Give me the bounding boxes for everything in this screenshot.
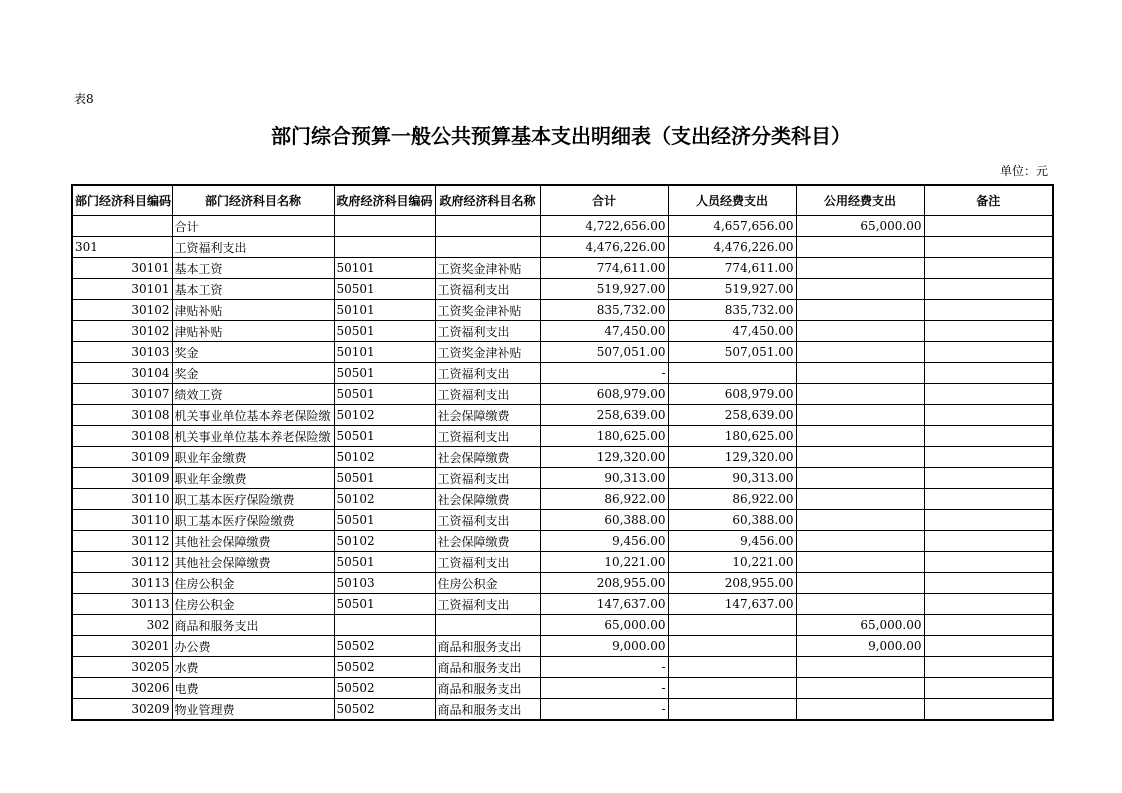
dept-name-cell: 机关事业单位基本养老保险缴 — [172, 426, 334, 447]
total-cell: 129,320.00 — [540, 447, 668, 468]
dept-name-cell: 基本工资 — [172, 279, 334, 300]
dept-code-cell: 30101 — [72, 279, 172, 300]
dept-name-cell: 基本工资 — [172, 258, 334, 279]
total-cell: - — [540, 363, 668, 384]
table-row — [72, 468, 1053, 489]
gov-name-cell: 住房公积金 — [435, 573, 540, 594]
total-cell: 4,476,226.00 — [540, 237, 668, 258]
personnel-cell: 180,625.00 — [668, 426, 796, 447]
dept-name-cell: 奖金 — [172, 363, 334, 384]
note-cell — [924, 678, 1053, 699]
public-cell — [796, 363, 924, 384]
total-cell: - — [540, 657, 668, 678]
personnel-cell: 9,456.00 — [668, 531, 796, 552]
personnel-cell: 835,732.00 — [668, 300, 796, 321]
personnel-cell: 608,979.00 — [668, 384, 796, 405]
note-cell — [924, 237, 1053, 258]
gov-code-cell: 50502 — [334, 636, 435, 657]
total-cell: - — [540, 678, 668, 699]
gov-code-cell — [334, 216, 435, 237]
personnel-cell — [668, 615, 796, 636]
dept-code-cell: 30107 — [72, 384, 172, 405]
column-header: 备注 — [924, 185, 1053, 216]
table-row — [72, 657, 1053, 678]
gov-code-cell: 50501 — [334, 468, 435, 489]
column-header: 合计 — [540, 185, 668, 216]
table-row — [72, 489, 1053, 510]
note-cell — [924, 300, 1053, 321]
personnel-cell: 60,388.00 — [668, 510, 796, 531]
column-header: 政府经济科目编码 — [334, 185, 435, 216]
gov-name-cell: 社会保障缴费 — [435, 531, 540, 552]
dept-code-cell: 30201 — [72, 636, 172, 657]
note-cell — [924, 342, 1053, 363]
gov-name-cell — [435, 237, 540, 258]
public-cell — [796, 594, 924, 615]
table-row — [72, 300, 1053, 321]
table-row — [72, 531, 1053, 552]
gov-code-cell: 50102 — [334, 531, 435, 552]
public-cell — [796, 657, 924, 678]
dept-name-cell: 工资福利支出 — [172, 237, 334, 258]
gov-code-cell: 50502 — [334, 657, 435, 678]
dept-name-cell: 物业管理费 — [172, 699, 334, 721]
dept-name-cell: 职业年金缴费 — [172, 468, 334, 489]
gov-code-cell: 50101 — [334, 342, 435, 363]
total-cell: 180,625.00 — [540, 426, 668, 447]
dept-code-cell: 30110 — [72, 489, 172, 510]
dept-name-cell: 津贴补贴 — [172, 321, 334, 342]
public-cell: 9,000.00 — [796, 636, 924, 657]
personnel-cell — [668, 699, 796, 721]
personnel-cell: 10,221.00 — [668, 552, 796, 573]
note-cell — [924, 699, 1053, 721]
dept-name-cell: 机关事业单位基本养老保险缴 — [172, 405, 334, 426]
dept-name-cell: 水费 — [172, 657, 334, 678]
note-cell — [924, 573, 1053, 594]
table-row — [72, 321, 1053, 342]
total-cell: 147,637.00 — [540, 594, 668, 615]
note-cell — [924, 426, 1053, 447]
total-cell: 47,450.00 — [540, 321, 668, 342]
public-cell — [796, 678, 924, 699]
note-cell — [924, 447, 1053, 468]
gov-name-cell: 工资福利支出 — [435, 321, 540, 342]
gov-code-cell: 50102 — [334, 405, 435, 426]
unit-label: 单位：元 — [999, 164, 1048, 178]
note-cell — [924, 615, 1053, 636]
public-cell — [796, 573, 924, 594]
gov-name-cell — [435, 615, 540, 636]
total-cell: 208,955.00 — [540, 573, 668, 594]
gov-code-cell: 50501 — [334, 363, 435, 384]
note-cell — [924, 594, 1053, 615]
personnel-cell — [668, 657, 796, 678]
total-cell: 258,639.00 — [540, 405, 668, 426]
gov-name-cell: 工资奖金津补贴 — [435, 258, 540, 279]
dept-name-cell: 办公费 — [172, 636, 334, 657]
dept-code-cell — [72, 216, 172, 237]
note-cell — [924, 363, 1053, 384]
gov-code-cell — [334, 615, 435, 636]
dept-code-cell: 30113 — [72, 594, 172, 615]
public-cell — [796, 552, 924, 573]
table-header-row — [72, 185, 1053, 216]
dept-code-cell: 30110 — [72, 510, 172, 531]
dept-code-cell: 302 — [72, 615, 172, 636]
column-header: 部门经济科目编码 — [72, 185, 172, 216]
personnel-cell: 47,450.00 — [668, 321, 796, 342]
gov-code-cell: 50501 — [334, 384, 435, 405]
gov-name-cell: 工资福利支出 — [435, 468, 540, 489]
gov-name-cell — [435, 216, 540, 237]
personnel-cell: 86,922.00 — [668, 489, 796, 510]
public-cell — [796, 321, 924, 342]
dept-name-cell: 住房公积金 — [172, 594, 334, 615]
dept-name-cell: 津贴补贴 — [172, 300, 334, 321]
gov-name-cell: 社会保障缴费 — [435, 489, 540, 510]
dept-name-cell: 职工基本医疗保险缴费 — [172, 510, 334, 531]
table-row — [72, 678, 1053, 699]
table-row — [72, 552, 1053, 573]
gov-name-cell: 工资福利支出 — [435, 594, 540, 615]
personnel-cell — [668, 636, 796, 657]
total-cell: 774,611.00 — [540, 258, 668, 279]
gov-code-cell: 50101 — [334, 300, 435, 321]
dept-code-cell: 30102 — [72, 321, 172, 342]
total-cell: 90,313.00 — [540, 468, 668, 489]
dept-code-cell: 30205 — [72, 657, 172, 678]
gov-name-cell: 工资奖金津补贴 — [435, 300, 540, 321]
page-title: 部门综合预算一般公共预算基本支出明细表（支出经济分类科目） — [271, 124, 851, 148]
personnel-cell: 90,313.00 — [668, 468, 796, 489]
total-cell: 60,388.00 — [540, 510, 668, 531]
total-cell: 86,922.00 — [540, 489, 668, 510]
dept-name-cell: 住房公积金 — [172, 573, 334, 594]
dept-name-cell: 电费 — [172, 678, 334, 699]
gov-code-cell: 50501 — [334, 426, 435, 447]
column-header: 政府经济科目名称 — [435, 185, 540, 216]
gov-code-cell — [334, 237, 435, 258]
public-cell — [796, 258, 924, 279]
note-cell — [924, 531, 1053, 552]
public-cell — [796, 384, 924, 405]
note-cell — [924, 552, 1053, 573]
gov-code-cell: 50501 — [334, 321, 435, 342]
dept-name-cell: 商品和服务支出 — [172, 615, 334, 636]
dept-name-cell: 职业年金缴费 — [172, 447, 334, 468]
note-cell — [924, 489, 1053, 510]
note-cell — [924, 657, 1053, 678]
table-row — [72, 237, 1053, 258]
total-cell: 65,000.00 — [540, 615, 668, 636]
total-cell: 507,051.00 — [540, 342, 668, 363]
dept-code-cell: 30102 — [72, 300, 172, 321]
public-cell — [796, 405, 924, 426]
total-cell: 9,000.00 — [540, 636, 668, 657]
gov-name-cell: 工资福利支出 — [435, 552, 540, 573]
personnel-cell: 519,927.00 — [668, 279, 796, 300]
personnel-cell: 774,611.00 — [668, 258, 796, 279]
gov-code-cell: 50502 — [334, 699, 435, 721]
personnel-cell — [668, 363, 796, 384]
table-row — [72, 447, 1053, 468]
column-header: 人员经费支出 — [668, 185, 796, 216]
total-cell: - — [540, 699, 668, 721]
gov-code-cell: 50101 — [334, 258, 435, 279]
dept-name-cell: 职工基本医疗保险缴费 — [172, 489, 334, 510]
budget-table — [71, 184, 1054, 721]
table-row — [72, 510, 1053, 531]
personnel-cell: 507,051.00 — [668, 342, 796, 363]
total-cell: 4,722,656.00 — [540, 216, 668, 237]
dept-code-cell: 30112 — [72, 552, 172, 573]
personnel-cell: 258,639.00 — [668, 405, 796, 426]
table-row — [72, 426, 1053, 447]
public-cell — [796, 510, 924, 531]
total-cell: 835,732.00 — [540, 300, 668, 321]
table-row — [72, 384, 1053, 405]
note-cell — [924, 279, 1053, 300]
gov-code-cell: 50102 — [334, 447, 435, 468]
table-row — [72, 342, 1053, 363]
gov-code-cell: 50502 — [334, 678, 435, 699]
column-header: 公用经费支出 — [796, 185, 924, 216]
public-cell — [796, 531, 924, 552]
total-cell: 608,979.00 — [540, 384, 668, 405]
table-row — [72, 363, 1053, 384]
dept-code-cell: 30109 — [72, 468, 172, 489]
public-cell — [796, 468, 924, 489]
gov-code-cell: 50501 — [334, 594, 435, 615]
public-cell — [796, 699, 924, 721]
personnel-cell — [668, 678, 796, 699]
total-cell: 10,221.00 — [540, 552, 668, 573]
note-cell — [924, 384, 1053, 405]
dept-name-cell: 合计 — [172, 216, 334, 237]
dept-name-cell: 其他社会保障缴费 — [172, 552, 334, 573]
gov-code-cell: 50102 — [334, 489, 435, 510]
table-body — [72, 216, 1053, 721]
gov-name-cell: 工资福利支出 — [435, 426, 540, 447]
table-row — [72, 636, 1053, 657]
gov-code-cell: 50501 — [334, 552, 435, 573]
dept-code-cell: 30113 — [72, 573, 172, 594]
gov-name-cell: 工资福利支出 — [435, 384, 540, 405]
note-cell — [924, 216, 1053, 237]
dept-code-cell: 30108 — [72, 426, 172, 447]
dept-code-cell: 30108 — [72, 405, 172, 426]
table-row — [72, 699, 1053, 721]
public-cell: 65,000.00 — [796, 216, 924, 237]
dept-code-cell: 30103 — [72, 342, 172, 363]
public-cell — [796, 342, 924, 363]
dept-code-cell: 30104 — [72, 363, 172, 384]
personnel-cell: 4,476,226.00 — [668, 237, 796, 258]
table-row — [72, 405, 1053, 426]
gov-name-cell: 社会保障缴费 — [435, 447, 540, 468]
personnel-cell: 208,955.00 — [668, 573, 796, 594]
dept-code-cell: 30101 — [72, 258, 172, 279]
note-cell — [924, 636, 1053, 657]
gov-name-cell: 工资福利支出 — [435, 363, 540, 384]
gov-name-cell: 商品和服务支出 — [435, 699, 540, 721]
table-row — [72, 573, 1053, 594]
dept-name-cell: 奖金 — [172, 342, 334, 363]
dept-code-cell: 30206 — [72, 678, 172, 699]
total-cell: 519,927.00 — [540, 279, 668, 300]
gov-code-cell: 50501 — [334, 510, 435, 531]
public-cell — [796, 447, 924, 468]
public-cell — [796, 300, 924, 321]
personnel-cell: 129,320.00 — [668, 447, 796, 468]
gov-name-cell: 社会保障缴费 — [435, 405, 540, 426]
dept-name-cell: 绩效工资 — [172, 384, 334, 405]
table-row — [72, 216, 1053, 237]
public-cell — [796, 237, 924, 258]
public-cell: 65,000.00 — [796, 615, 924, 636]
public-cell — [796, 279, 924, 300]
gov-code-cell: 50103 — [334, 573, 435, 594]
column-header: 部门经济科目名称 — [172, 185, 334, 216]
gov-code-cell: 50501 — [334, 279, 435, 300]
gov-name-cell: 工资福利支出 — [435, 279, 540, 300]
personnel-cell: 147,637.00 — [668, 594, 796, 615]
note-cell — [924, 321, 1053, 342]
total-cell: 9,456.00 — [540, 531, 668, 552]
gov-name-cell: 商品和服务支出 — [435, 636, 540, 657]
dept-code-cell: 30109 — [72, 447, 172, 468]
public-cell — [796, 426, 924, 447]
dept-code-cell: 30209 — [72, 699, 172, 721]
dept-code-cell: 30112 — [72, 531, 172, 552]
table-row — [72, 258, 1053, 279]
gov-name-cell: 工资奖金津补贴 — [435, 342, 540, 363]
table-row — [72, 279, 1053, 300]
table-row — [72, 594, 1053, 615]
dept-name-cell: 其他社会保障缴费 — [172, 531, 334, 552]
note-cell — [924, 405, 1053, 426]
note-cell — [924, 258, 1053, 279]
dept-code-cell: 301 — [72, 237, 172, 258]
gov-name-cell: 商品和服务支出 — [435, 678, 540, 699]
gov-name-cell: 商品和服务支出 — [435, 657, 540, 678]
note-cell — [924, 468, 1053, 489]
note-cell — [924, 510, 1053, 531]
gov-name-cell: 工资福利支出 — [435, 510, 540, 531]
table-number: 表8 — [74, 92, 94, 106]
public-cell — [796, 489, 924, 510]
table-row — [72, 615, 1053, 636]
personnel-cell: 4,657,656.00 — [668, 216, 796, 237]
